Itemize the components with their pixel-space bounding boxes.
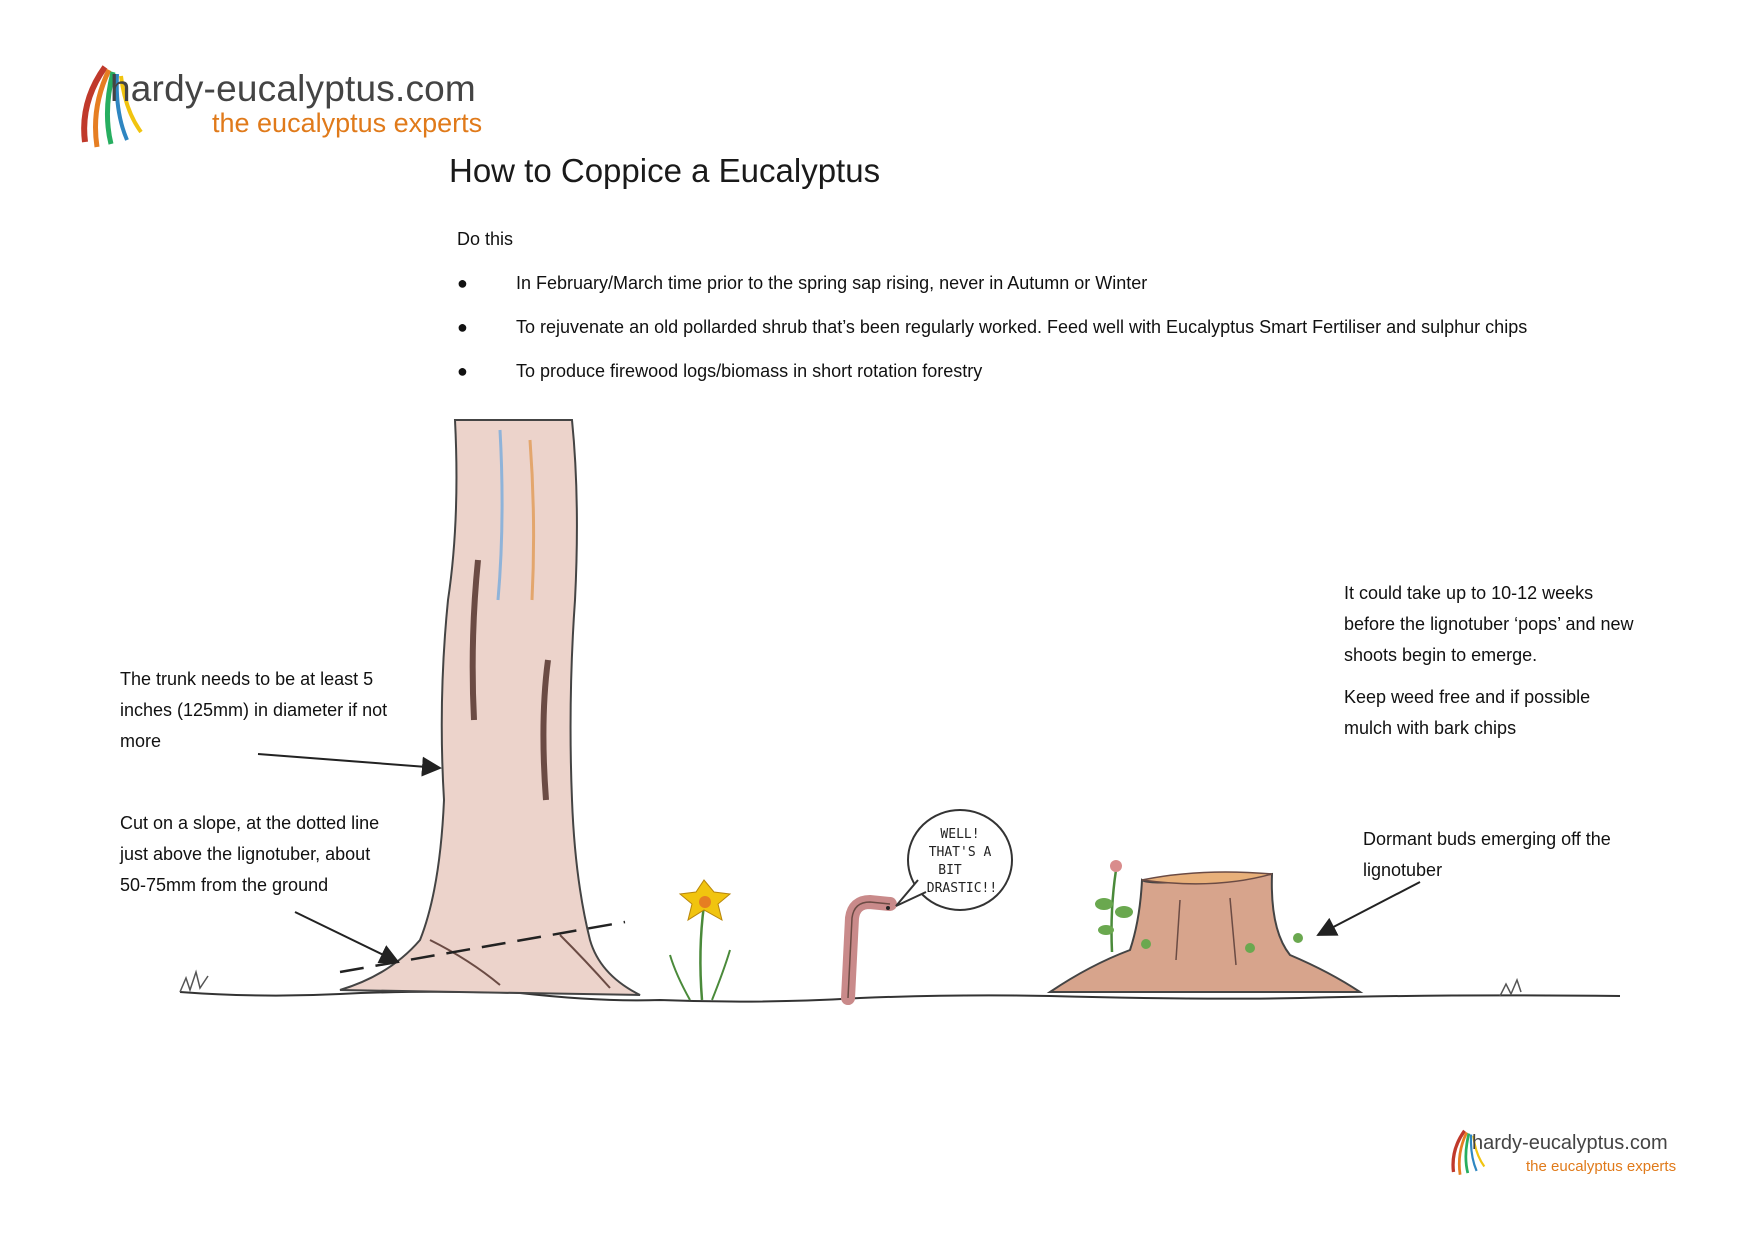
note-wait-text: It could take up to 10-12 weeks before the lignotuber ‘pops’ and new shoots begin to emerge. — [1344, 583, 1634, 665]
list-item-text: In February/March time prior to the spring sap rising, never in Autumn or Winter — [516, 273, 1148, 293]
cut-arrow — [295, 912, 398, 962]
note-trunk — [120, 664, 400, 768]
bullet-icon: ● — [457, 273, 468, 293]
logo-site-name: hardy-eucalyptus.com — [110, 68, 476, 109]
note-weed-text: Keep weed free and if possible mulch with bark chips — [1344, 687, 1591, 738]
footer-logo-site-name: hardy-eucalyptus.com — [1472, 1132, 1668, 1154]
bubble-line-1: WELL! — [940, 827, 980, 842]
note-regrowth — [1344, 578, 1634, 755]
list-item-text: To produce firewood logs/biomass in short rotation forestry — [516, 361, 983, 381]
bud-icon — [1293, 933, 1303, 943]
list-item — [457, 268, 1557, 298]
daffodil-icon — [670, 880, 730, 1000]
bud-icon — [1141, 939, 1151, 949]
list-item — [457, 312, 1557, 342]
note-buds — [1363, 824, 1633, 897]
bubble-line-3: BIT — [938, 863, 962, 878]
intro-text: Do this — [457, 229, 514, 249]
note-cut — [120, 808, 400, 912]
bud-icon — [1245, 943, 1255, 953]
note-buds-text: Dormant buds emerging off the lignotuber — [1363, 829, 1611, 880]
bullet-icon: ● — [457, 317, 468, 337]
list-item-text: To rejuvenate an old pollarded shrub that’s been regularly worked. Feed well with Eucalyptus Smart Fertiliser and sulphur chips — [516, 317, 1528, 337]
bullet-icon: ● — [457, 361, 468, 381]
instruction-list — [457, 268, 1557, 400]
note-trunk-text: The trunk needs to be at least 5 inches (125mm) in diameter if not more — [120, 669, 388, 751]
list-item — [457, 356, 1557, 386]
stump — [1050, 872, 1360, 992]
note-cut-text: Cut on a slope, at the dotted line just above the lignotuber, about 50-75mm from the ground — [120, 813, 380, 895]
worm-icon — [848, 902, 890, 998]
footer-logo-tagline: the eucalyptus experts — [1526, 1158, 1677, 1175]
bubble-line-2: THAT'S A — [928, 845, 992, 860]
bubble-line-4: DRASTIC!! — [926, 881, 998, 896]
page-title: How to Coppice a Eucalyptus — [449, 152, 881, 189]
logo-tagline: the eucalyptus experts — [212, 108, 483, 138]
speech-bubble — [896, 810, 1012, 910]
seedling-icon — [1095, 860, 1133, 952]
